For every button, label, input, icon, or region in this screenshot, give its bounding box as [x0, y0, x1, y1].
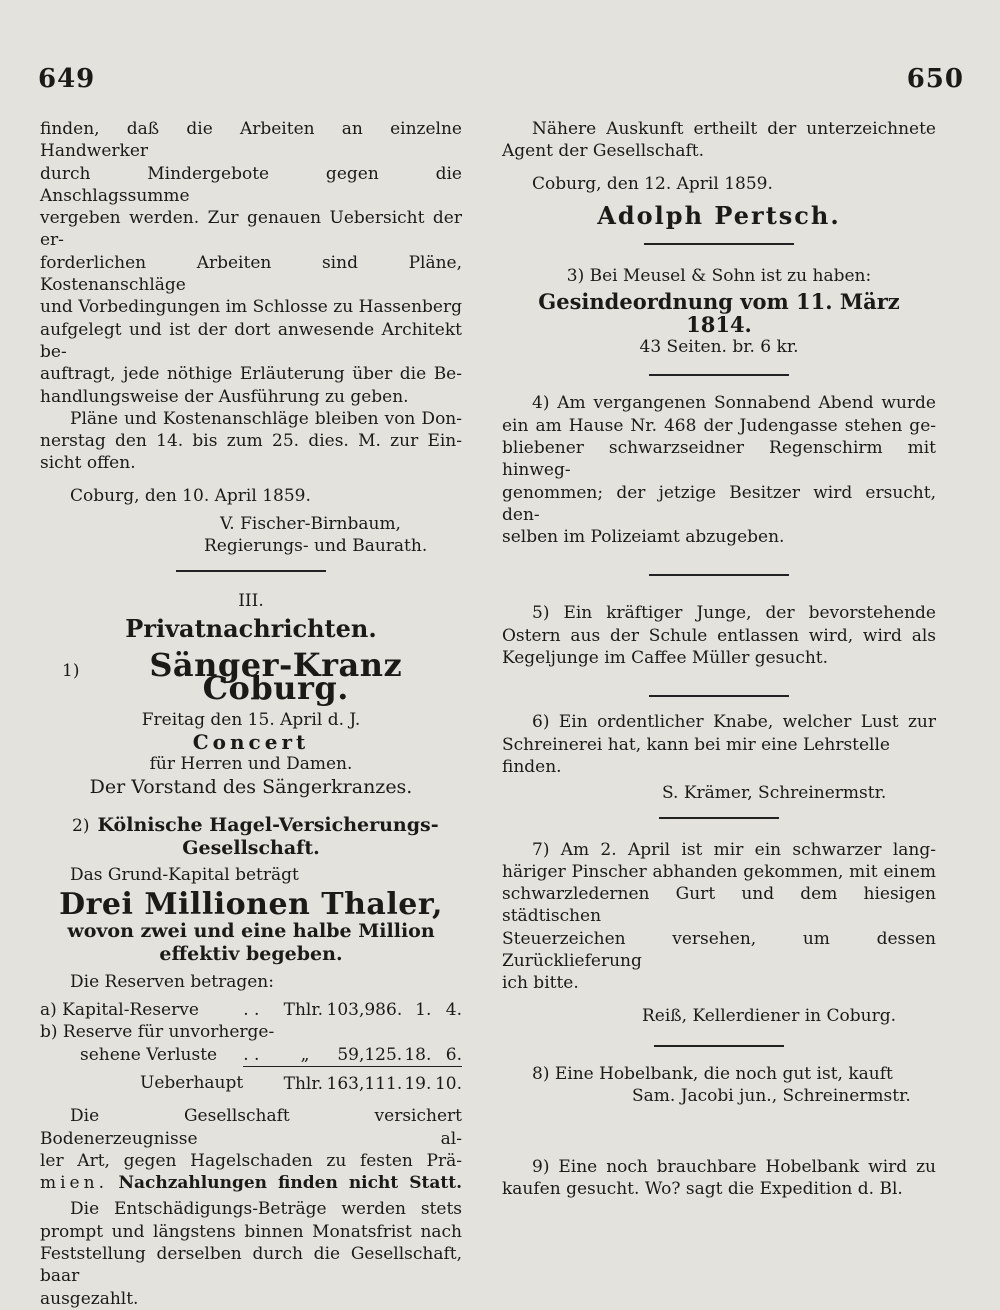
- text-line: 5) Ein kräftiger Junge, der bevorstehende: [532, 603, 936, 624]
- text-line: schwarzledernen Gurt und dem hiesigen städtischen: [502, 884, 936, 927]
- reserve-pf: 6.: [445, 1044, 462, 1065]
- reserves-table: [40, 999, 462, 1095]
- reserve-label: sehene Verluste: [80, 1044, 218, 1065]
- capital-note-cont: effektiv begeben.: [159, 942, 343, 965]
- text-line: aufgelegt und ist der dort anwesende Architekt be-: [40, 319, 462, 362]
- reserve-amount: 103,986.: [326, 1000, 403, 1021]
- text-fragment: mien.: [40, 1173, 108, 1194]
- total-pf: 10.: [431, 1066, 462, 1095]
- text-line: 8) Eine Hobelbank, die noch gut ist, kauft: [532, 1063, 893, 1084]
- event-audience: für Herren und Damen.: [149, 754, 353, 775]
- capital-amount: Drei Millionen Thaler,: [59, 886, 443, 922]
- section-number: III.: [238, 590, 264, 611]
- table-row: [40, 1044, 462, 1067]
- ad-number: 2): [72, 816, 90, 837]
- ad-title: Sänger-Kranz Coburg.: [149, 646, 403, 707]
- reserve-currency: „: [300, 1044, 310, 1065]
- ad-number: 1): [62, 661, 80, 682]
- text-line: häriger Pinscher abhanden gekommen, mit einem: [502, 861, 936, 882]
- text-line: durch Mindergebote gegen die Anschlagssumme: [40, 163, 462, 206]
- divider: [649, 695, 789, 697]
- section-title: Privatnachrichten.: [125, 613, 377, 643]
- text-line: 4) Am vergangenen Sonnabend Abend wurde: [532, 393, 936, 414]
- ad-signature: Sam. Jacobi jun., Schreinermstr.: [632, 1086, 911, 1107]
- divider: [654, 1045, 784, 1047]
- ad-intro: 3) Bei Meusel & Sohn ist zu haben:: [566, 266, 872, 287]
- signer-name: V. Fischer-Birnbaum,: [220, 514, 401, 535]
- event-name: Concert: [192, 730, 310, 755]
- text-line: Die Gesellschaft versichert Bodenerzeugnisse al-: [40, 1106, 462, 1149]
- table-row: [40, 999, 462, 1021]
- text-line: selben im Polizeiamt abzugeben.: [502, 527, 785, 548]
- ad-1: [40, 646, 462, 707]
- text-line: ich bitte.: [502, 973, 579, 994]
- capital-note: wovon zwei und eine halbe Million: [67, 920, 435, 943]
- text-line: Die Entschädigungs-Beträge werden stets: [70, 1199, 462, 1220]
- text-line: Ostern aus der Schule entlassen wird, wird als: [502, 625, 936, 646]
- reserves-intro: Die Reserven betragen:: [70, 971, 274, 992]
- ad-5: [502, 602, 936, 669]
- reserve-dots: . .: [243, 1044, 260, 1065]
- company-name-cont: Gesellschaft.: [182, 837, 320, 860]
- company-name: Kölnische Hagel-Versicherungs-: [97, 814, 439, 837]
- construction-notice: [40, 118, 462, 558]
- table-row: [40, 1021, 462, 1043]
- total-label: Ueberhaupt: [140, 1073, 244, 1094]
- ad-signature: S. Krämer, Schreinermstr.: [662, 783, 887, 804]
- ad-signature: Reiß, Kellerdiener in Coburg.: [642, 1005, 897, 1026]
- reserve-label: b) Reserve für unvorherge-: [40, 1022, 275, 1043]
- event-date: Freitag den 15. April d. J.: [141, 709, 361, 730]
- total-currency: Thlr.: [284, 1066, 327, 1095]
- page-number-left: 649: [38, 64, 96, 94]
- agent-name: Adolph Pertsch.: [597, 200, 841, 230]
- text-line: Feststellung derselben durch die Gesellschaft, baar: [40, 1244, 462, 1287]
- book-title: Gesindeordnung vom 11. März 1814.: [538, 289, 900, 337]
- text-line: handlungsweise der Ausführung zu geben.: [40, 386, 409, 407]
- text-line: finden, daß die Arbeiten an einzelne Handwerker: [40, 119, 462, 162]
- divider: [649, 374, 789, 376]
- text-line: Agent der Gesellschaft.: [502, 141, 705, 162]
- text-line: und Vorbedingungen im Schlosse zu Hassenberg: [40, 297, 462, 318]
- text-line: Pläne und Kostenanschläge bleiben von Don-: [70, 408, 462, 429]
- text-line: bliebener schwarzseidner Regenschirm mit hinweg-: [502, 437, 936, 481]
- ad-3: [502, 265, 936, 358]
- ad-2: [40, 814, 462, 1310]
- text-line: auftragt, jede nöthige Erläuterung über die Be-: [40, 364, 462, 385]
- text-line: [40, 1172, 462, 1194]
- divider: [659, 817, 779, 819]
- ad-9: [502, 1156, 936, 1201]
- ad-4: [502, 392, 936, 548]
- insurance-terms: [40, 1105, 462, 1194]
- text-line: forderlichen Arbeiten sind Pläne, Kostenanschläge: [40, 252, 462, 296]
- right-column: [502, 118, 936, 1200]
- capital-intro: Das Grund-Kapital beträgt: [70, 864, 299, 885]
- text-line: 9) Eine noch brauchbare Hobelbank wird zu: [532, 1156, 936, 1177]
- reserve-pf: 4.: [445, 1000, 462, 1021]
- text-line: 6) Ein ordentlicher Knabe, welcher Lust zur: [532, 712, 936, 733]
- total-sgr: 19.: [402, 1066, 431, 1095]
- text-line: sicht offen.: [40, 453, 136, 474]
- text-line: prompt und längstens binnen Monatsfrist nach: [40, 1221, 462, 1242]
- table-row-total: [40, 1066, 462, 1095]
- page-number-right: 650: [906, 64, 964, 94]
- payment-terms: [40, 1198, 462, 1309]
- place-date: Coburg, den 12. April 1859.: [532, 173, 773, 194]
- text-line: nerstag den 14. bis zum 25. dies. M. zur Ein-: [40, 431, 462, 452]
- text-line: vergeben werden. Zur genauen Uebersicht der er-: [40, 208, 462, 251]
- reserve-amount: 59,125.: [337, 1044, 403, 1065]
- place-date: Coburg, den 10. April 1859.: [70, 485, 311, 506]
- divider: [649, 574, 789, 576]
- ad-8: [502, 1063, 936, 1108]
- ad-7: [502, 839, 936, 1027]
- emphasis-text: Nachzahlungen finden nicht Statt.: [118, 1173, 462, 1194]
- text-line: Steuerzeichen versehen, um dessen Zurücklieferung: [502, 928, 936, 972]
- total-amount: 163,111.: [326, 1066, 402, 1095]
- text-line: genommen; der jetzige Besitzer wird ersucht, den-: [502, 482, 936, 525]
- reserve-currency: Thlr.: [283, 1000, 324, 1021]
- event-signature: Der Vorstand des Sängerkranzes.: [89, 775, 413, 798]
- text-line: Schreinerei hat, kann bei mir eine Lehrstelle finden.: [502, 734, 890, 777]
- reserve-label: a) Kapital-Reserve: [40, 1000, 199, 1021]
- text-line: Kegeljunge im Caffee Müller gesucht.: [502, 648, 829, 669]
- text-line: ler Art, gegen Hagelschaden zu festen Prä-: [40, 1150, 462, 1171]
- text-line: Nähere Auskunft ertheilt der unterzeichnete: [532, 119, 936, 139]
- reserve-sgr: 18.: [404, 1044, 432, 1065]
- agent-notice: [502, 118, 936, 230]
- text-line: kaufen gesucht. Wo? sagt die Expedition d. Bl.: [502, 1178, 903, 1199]
- text-line: ein am Hause Nr. 468 der Judengasse stehen ge-: [502, 415, 936, 436]
- left-column: [40, 118, 462, 1310]
- ad-6: [502, 711, 936, 804]
- reserve-sgr: 1.: [415, 1000, 432, 1021]
- divider: [644, 243, 794, 245]
- book-details: 43 Seiten. br. 6 kr.: [639, 337, 799, 358]
- divider: [176, 570, 326, 572]
- text-line: ausgezahlt.: [40, 1288, 139, 1309]
- text-line: 7) Am 2. April ist mir ein schwarzer lang-: [532, 839, 936, 860]
- signer-title: Regierungs- und Baurath.: [204, 536, 428, 557]
- reserve-dots: . .: [243, 1000, 260, 1021]
